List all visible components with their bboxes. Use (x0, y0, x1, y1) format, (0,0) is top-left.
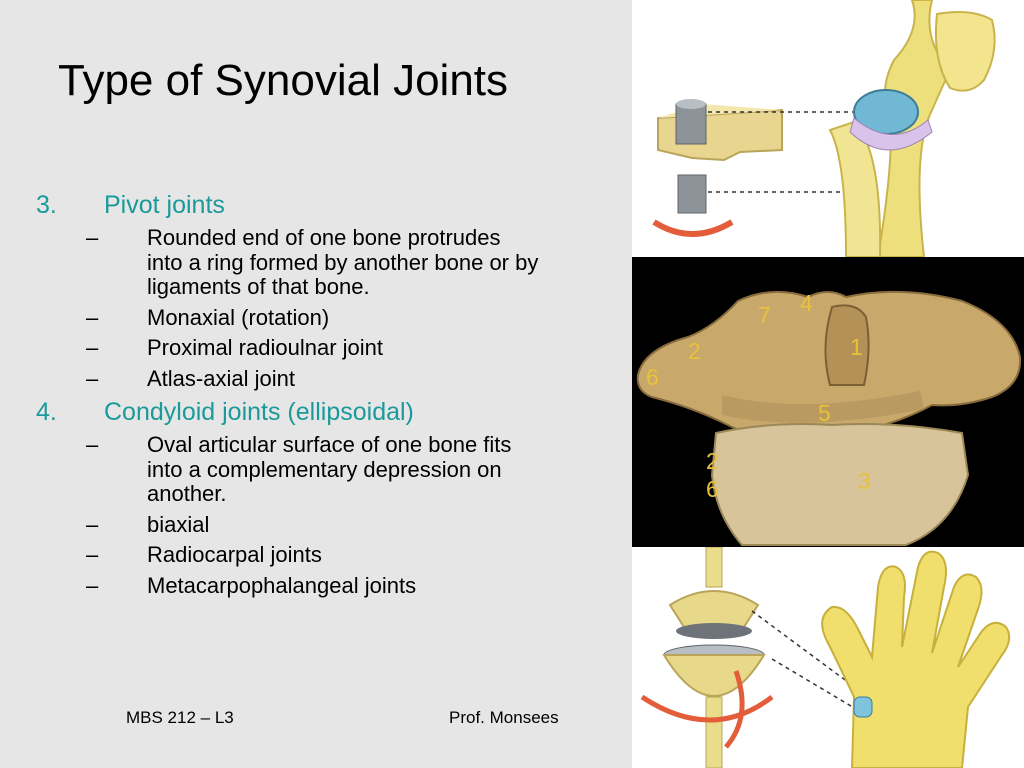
bullet-dash: – (86, 432, 99, 457)
list-item (86, 226, 556, 300)
condyloid-joint-illustration (632, 547, 1024, 768)
section-heading: Condyloid joints (ellipsoidal) (104, 398, 414, 426)
vertebra-label: 1 (850, 334, 863, 360)
rotation-arrow-icon (654, 222, 732, 234)
pivot-model-peg-bottom (678, 175, 706, 213)
vertebra-label: 2 (706, 448, 719, 474)
slide-title: Type of Synovial Joints (58, 56, 509, 105)
bullet-text: Monaxial (rotation) (147, 304, 330, 330)
bullet-text: biaxial (147, 511, 210, 537)
model-rod-top (706, 547, 722, 587)
pivot-bullets (86, 226, 556, 391)
section-heading: Pivot joints (104, 191, 225, 219)
bullet-dash: – (86, 304, 99, 330)
bullet-text: Rounded end of one bone protrudes into a ring formed by another bone or by ligaments of that bone. (147, 225, 539, 299)
bullet-dash: – (86, 542, 99, 567)
bullet-dash: – (86, 365, 99, 391)
bullet-dash: – (86, 572, 99, 598)
model-condyle-surface (676, 623, 752, 639)
bullet-dash: – (86, 335, 99, 360)
model-socket (664, 655, 764, 696)
bullet-text: Metacarpophalangeal joints (147, 572, 417, 598)
vertebra-label: 4 (800, 290, 813, 316)
bullet-text: Radiocarpal joints (147, 542, 322, 567)
section-number: 3. (36, 191, 57, 219)
atlas-axis-photo (632, 257, 1024, 547)
pivot-joint-drawing (632, 0, 1024, 257)
list-item (86, 574, 556, 599)
vertebra-label: 5 (818, 400, 831, 426)
list-item (86, 306, 556, 331)
ulna-olecranon (936, 12, 995, 91)
list-item (86, 367, 556, 392)
list-item (86, 543, 556, 568)
mcp-joint-highlight (854, 697, 872, 717)
list-item (86, 433, 556, 507)
model-rod-bottom (706, 697, 722, 768)
atlas-axis-drawing (632, 257, 1024, 547)
bullet-text: Proximal radioulnar joint (147, 335, 383, 360)
bullet-dash: – (86, 511, 99, 537)
pivot-model-peg-cap (676, 99, 706, 109)
vertebra-label: 7 (758, 302, 771, 328)
pivot-model-peg-top (676, 104, 706, 144)
footer-author: Prof. Monsees (449, 708, 559, 727)
section-condyloid-joints (36, 397, 556, 427)
bullet-dash: – (86, 225, 99, 250)
list-item (86, 513, 556, 538)
footer-course-code: MBS 212 – L3 (126, 708, 234, 727)
section-pivot-joints (36, 190, 556, 220)
condyloid-joint-drawing (632, 547, 1024, 768)
pivot-joint-illustration (632, 0, 1024, 257)
vertebra-label: 6 (646, 364, 659, 390)
bullet-text: Atlas-axial joint (147, 365, 295, 391)
condyloid-bullets (86, 433, 556, 598)
axis-vertebra (712, 424, 968, 545)
body-list (36, 190, 556, 604)
hand-bones (822, 552, 1009, 768)
section-number: 4. (36, 398, 57, 426)
vertebra-label: 2 (688, 338, 701, 364)
bullet-text: Oval articular surface of one bone fits into a complementary depression on another. (147, 432, 512, 506)
vertebra-label: 6 (706, 476, 719, 502)
vertebra-label: 3 (858, 468, 871, 494)
list-item (86, 336, 556, 361)
